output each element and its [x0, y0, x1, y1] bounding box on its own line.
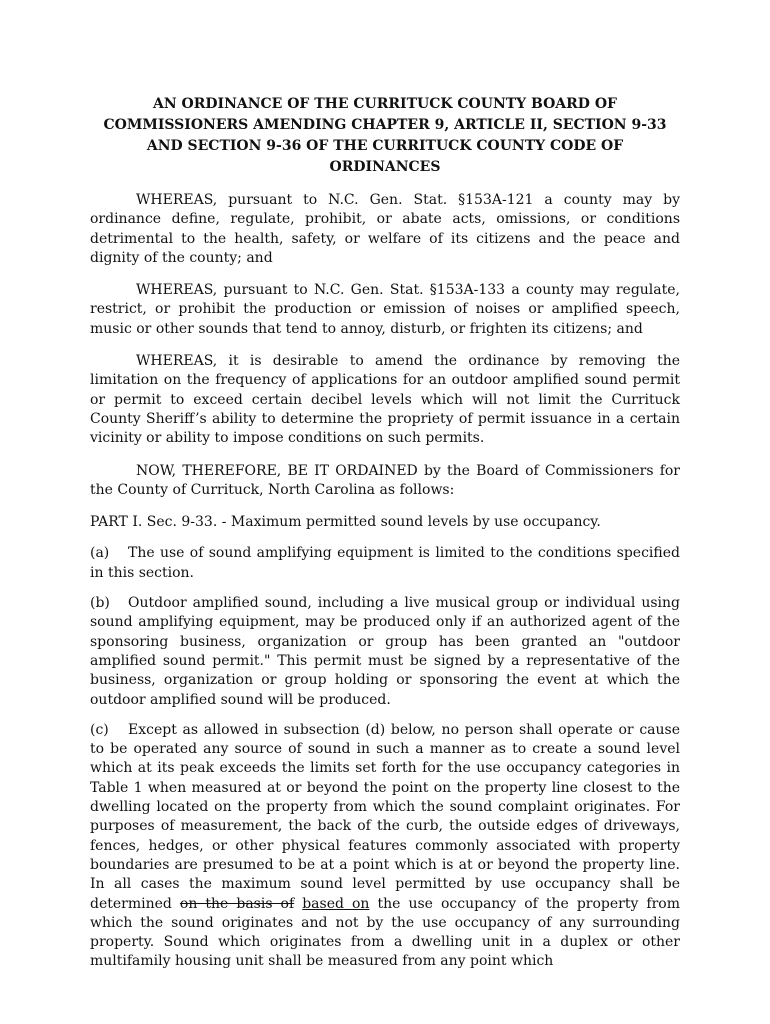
- ordinance-page: [90, 94, 680, 972]
- section-label: (a): [90, 545, 110, 562]
- section-label: (c): [90, 721, 109, 738]
- whereas-paragraph-3: WHEREAS, it is desirable to amend the ordinance by removing the limitation on the frequency of applications for an outdoor amplified sound permit or permit to exceed certain decibel levels which will not limit the Currituck County Sheriff’s ability to determine the propriety of permit issuance in a certain vicinity or ability to impose conditions on such permits.: [90, 353, 680, 447]
- whereas-paragraph-2: WHEREAS, pursuant to N.C. Gen. Stat. §153A-133 a county may regulate, restrict, or prohibit the production or emission of noises or amplified speech, music or other sounds that tend to annoy, disturb, or frighten its citizens; and: [90, 282, 680, 337]
- ordinance-title: [90, 94, 680, 178]
- section-c: [90, 721, 680, 972]
- section-a: [90, 544, 680, 583]
- section-text: The use of sound amplifying equipment is limited to the conditions specified in this section.: [90, 545, 680, 581]
- whereas-paragraph-1: WHEREAS, pursuant to N.C. Gen. Stat. §153A-121 a county may by ordinance define, regulate, prohibit, or abate acts, omissions, or conditions detrimental to the health, safety, or welfare of its citizens and the peace and dignity of the county; and: [90, 192, 680, 266]
- section-text: the use occupancy of the property from which the sound originates and not by the use occupancy of any surrounding property. Sound which originates from a dwelling unit in a duplex or other multifamily housing unit shall be measured from any point which: [90, 895, 681, 970]
- title-line: COMMISSIONERS AMENDING CHAPTER 9, ARTICLE II, SECTION 9-33: [103, 117, 667, 133]
- title-line: ORDINANCES: [329, 159, 441, 175]
- title-line: AN ORDINANCE OF THE CURRITUCK COUNTY BOARD OF: [153, 96, 617, 112]
- struck-text: on the basis of: [179, 895, 295, 912]
- section-text: Except as allowed in subsection (d) below, no person shall operate or cause to be operated any source of sound in such a manner as to create a sound level which at its peak exceeds the limits set forth for the use occupancy categories in Table 1 when measured at or beyond the point on the property line closest to the dwelling located on the property from which the sound complaint originates. For purposes of measurement, the back of the curb, the outside edges of driveways, fences, hedges, or other physical features commonly associated with property boundaries are presumed to be at a point which is at or beyond the property line. In all cases the maximum sound level permitted by use occupancy shall be determined: [90, 721, 680, 912]
- section-text: Outdoor amplified sound, including a live musical group or individual using sound amplifying equipment, may be produced only if an authorized agent of the sponsoring business, organization or group has been granted an "outdoor amplified sound permit." This permit must be signed by a representative of the business, organization or group holding or sponsoring the event at which the outdoor amplified sound will be produced.: [90, 595, 680, 708]
- section-b: [90, 594, 680, 710]
- title-line: AND SECTION 9-36 OF THE CURRITUCK COUNTY CODE OF: [146, 138, 624, 154]
- part-heading: PART I. Sec. 9-33. - Maximum permitted sound levels by use occupancy.: [90, 514, 601, 531]
- section-label: (b): [90, 595, 110, 612]
- ordained-paragraph: NOW, THEREFORE, BE IT ORDAINED by the Board of Commissioners for the County of Currituck, North Carolina as follows:: [90, 462, 680, 498]
- inserted-text: based on: [302, 895, 370, 912]
